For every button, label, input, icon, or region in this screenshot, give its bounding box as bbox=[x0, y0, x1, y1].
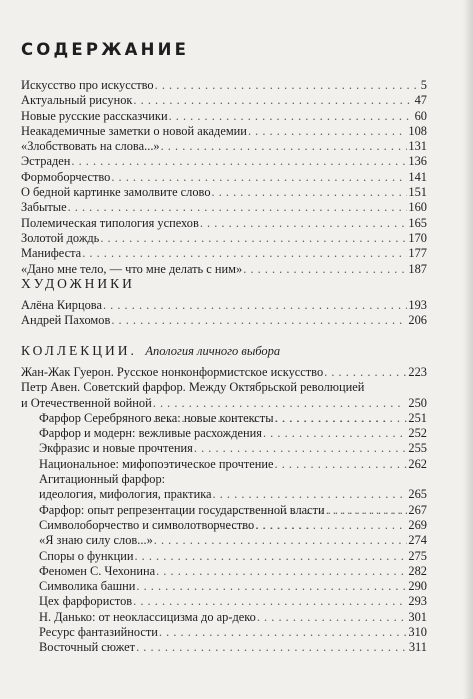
page-edge-shadow bbox=[463, 0, 473, 699]
collections-subtitle: Апология личного выбора bbox=[145, 344, 281, 358]
toc-subentry: Феномен С. Чехонина . . . 282 bbox=[21, 564, 427, 579]
toc-subentry: Экфразис и новые прочтения . . . 255 bbox=[21, 441, 427, 456]
toc-entry: Манифеста . . . 177 bbox=[21, 246, 427, 261]
toc-subentry: Н. Данько: от неоклассицизма до ар-деко . . . 301 bbox=[21, 610, 427, 625]
toc-subentry: Символоборчество и символотворчество . . . 269 bbox=[21, 518, 427, 533]
collections-heading-label: КОЛЛЕКЦИИ. bbox=[21, 343, 137, 358]
toc-subentry: Ресурс фантазийности . . . 310 bbox=[21, 625, 427, 640]
toc-entry: Формоборчество . . . 141 bbox=[21, 170, 427, 185]
toc-entry: «Злобствовать на слова...» . . . 131 bbox=[21, 139, 427, 154]
toc-entry: Забытые . . . 160 bbox=[21, 200, 427, 215]
toc-entry: Эстраден . . . 136 bbox=[21, 154, 427, 169]
toc-entry: Искусство про искусство . . . 5 bbox=[21, 78, 427, 93]
toc-entry: Полемическая типология успехов . . . 165 bbox=[21, 216, 427, 231]
toc-subentry: «Я знаю силу слов...» . . . 274 bbox=[21, 533, 427, 548]
toc-entry: Алёна Кирцова . . . 193 bbox=[21, 298, 427, 313]
toc-entry: Жан-Жак Гуерон. Русское нонконформистское искусство . . . 223 bbox=[21, 365, 427, 380]
toc-entry: Новые русские рассказчики . . . 60 bbox=[21, 109, 427, 124]
toc-subentry: Фарфор Серебряного века: новые контексты . . . 251 bbox=[21, 411, 427, 426]
toc-subentry: Символика башни . . . 290 bbox=[21, 579, 427, 594]
toc-subentry: Фарфор: опыт репрезентации государственной власти . . . 267 bbox=[21, 503, 427, 518]
toc-subentry: Споры о функции . . . 275 bbox=[21, 549, 427, 564]
toc-subentry: Фарфор и модерн: вежливые расхождения . . . 252 bbox=[21, 426, 427, 441]
toc-subentry: Цех фарфористов . . . 293 bbox=[21, 594, 427, 609]
toc-entry: Золотой дождь . . . 170 bbox=[21, 231, 427, 246]
toc-subentry: Восточный сюжет . . . 311 bbox=[21, 640, 427, 655]
toc-entry: Актуальный рисунок . . . 47 bbox=[21, 93, 427, 108]
toc-entry: Неакадемичные заметки о новой академии . . . 108 bbox=[21, 124, 427, 139]
artists-list bbox=[21, 298, 427, 329]
collections-list bbox=[21, 365, 427, 656]
toc-subentry: Национальное: мифопоэтическое прочтение . . . 262 bbox=[21, 457, 427, 472]
toc-entry: О бедной картинке замолвите слово . . . 151 bbox=[21, 185, 427, 200]
toc-entry-multiline: Петр Авен. Советский фарфор. Между Октябрьской революцией и Отечественной войной . . . 250 bbox=[21, 380, 427, 411]
toc-entry: Андрей Пахомов . . . 206 bbox=[21, 313, 427, 328]
collections-heading bbox=[21, 343, 280, 359]
essays-list bbox=[21, 78, 427, 277]
toc-entry: «Дано мне тело, — что мне делать с ним» . . . 187 bbox=[21, 262, 427, 277]
artists-heading: ХУДОЖНИКИ bbox=[21, 276, 135, 291]
page-title: СОДЕРЖАНИЕ bbox=[21, 40, 190, 59]
toc-subentry-multiline: Агитационный фарфор: идеология, мифология, практика . . . 265 bbox=[21, 472, 427, 503]
